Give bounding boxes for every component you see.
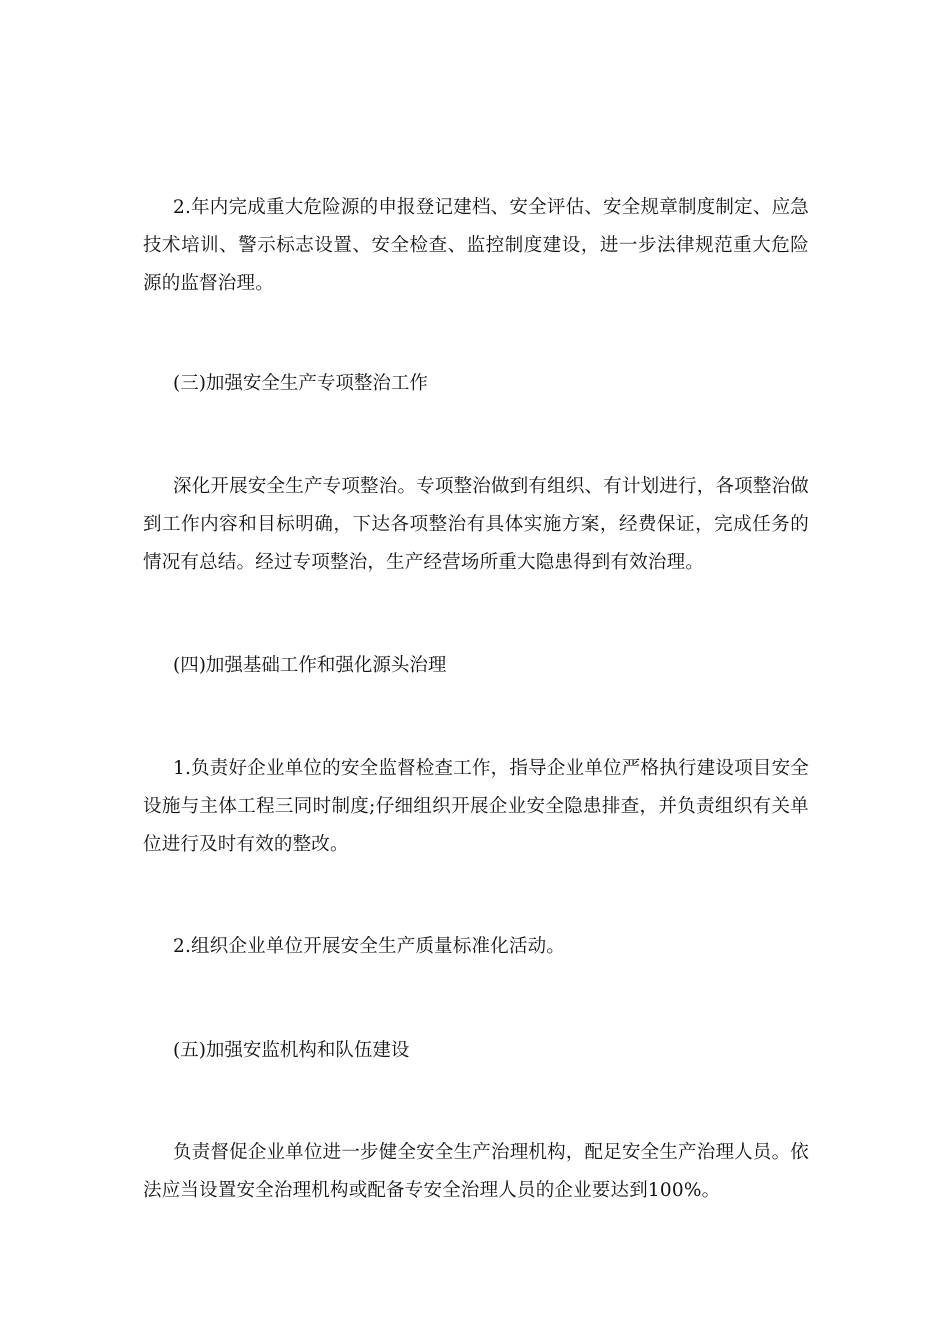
section-heading-agency-construction: (五)加强安监机构和队伍建设 [173, 1040, 410, 1061]
section-heading-special-rectification: (三)加强安全生产专项整治工作 [173, 373, 428, 394]
paragraph-special-rectification: 深化开展安全生产专项整治。专项整治做到有组织、有计划进行，各项整治做到工作内容和目标明确，下达各项整治有具体实施方案，经费保证，完成任务的情况有总结。经过专项整治，生产经营场所重大隐患得到有效治理。 [143, 476, 809, 573]
paragraph-safety-management-staffing: 负责督促企业单位进一步健全安全生产治理机构，配足安全生产治理人员。依法应当设置安全治理机构或配备专安全治理人员的企业要达到100%。 [143, 1142, 809, 1201]
section-heading-basic-work: (四)加强基础工作和强化源头治理 [173, 655, 447, 676]
paragraph-supervision-inspection: 1.负责好企业单位的安全监督检查工作，指导企业单位严格执行建设项目安全设施与主体工程三同时制度;仔细组织开展企业安全隐患排查，并负责组织有关单位进行及时有效的整改。 [143, 758, 809, 855]
paragraph-standardization-activity: 2.组织企业单位开展安全生产质量标准化活动。 [173, 936, 566, 957]
paragraph-major-hazard-registration: 2.年内完成重大危险源的申报登记建档、安全评估、安全规章制度制定、应急技术培训、警示标志设置、安全检查、监控制度建设，进一步法律规范重大危险源的监督治理。 [143, 197, 809, 294]
